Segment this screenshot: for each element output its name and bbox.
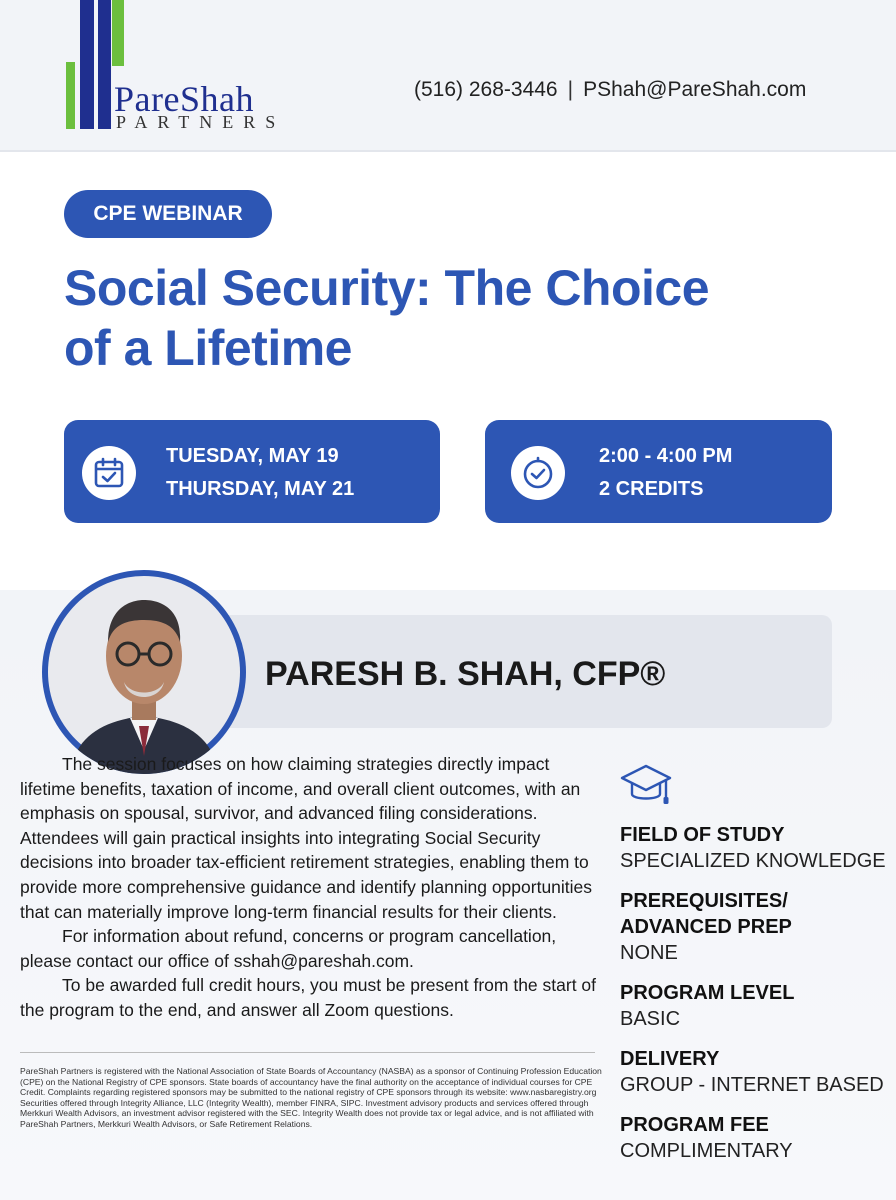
time-range: 2:00 - 4:00 PM (599, 445, 733, 467)
clock-check-icon (511, 446, 565, 500)
email-link[interactable]: PShah@PareShah.com (583, 78, 807, 101)
date-line-2: THURSDAY, MAY 21 (166, 478, 355, 500)
speaker-name: PARESH B. SHAH, CFP® (265, 655, 666, 693)
fact-value: COMPLIMENTARY (620, 1140, 793, 1162)
fact-label: FIELD OF STUDY (620, 824, 785, 846)
credit-count: 2 CREDITS (599, 478, 704, 500)
fine-print (20, 1066, 602, 1130)
fact-value: BASIC (620, 1008, 681, 1030)
time-box (485, 420, 832, 523)
divider (20, 1052, 595, 1053)
contact-info (414, 78, 806, 102)
fact-label: PROGRAM FEE (620, 1114, 769, 1136)
program-facts (620, 822, 890, 1178)
logo-subtitle: PARTNERS (116, 112, 286, 132)
time-details (599, 440, 732, 506)
fact-prerequisites (620, 888, 890, 966)
contact-separator: | (567, 78, 574, 101)
fact-label: PREREQUISITES/ (620, 890, 788, 912)
logo-name: PareShah (114, 79, 254, 119)
calendar-check-icon (82, 446, 136, 500)
refund-paragraph: For information about refund, concerns or program cancellation, please contact our office of sshah@pareshah.com. (20, 926, 557, 971)
phone-number[interactable]: (516) 268-3446 (414, 78, 558, 101)
event-title: Social Security: The Choice of a Lifetime (64, 260, 710, 376)
fact-label: PROGRAM LEVEL (620, 982, 795, 1004)
fact-value: SPECIALIZED KNOWLEDGE (620, 850, 886, 872)
graduation-cap-icon (620, 762, 672, 810)
fact-program-fee (620, 1112, 890, 1164)
header (0, 0, 896, 152)
dates-list (166, 440, 354, 506)
fact-value: NONE (620, 942, 678, 964)
nasba-disclosure: PareShah Partners is registered with the National Association of State Boards of Accountancy (NASBA) as a sponsor of Continuing Profession Education (CPE) on the National Registry of CPE sponsors. State boards of accountancy have the final authority on the acceptance of individual courses for CPE Credit. Complaints regarding registered sponsors may be submitted to the national registry of CPE sponsors through its website: www.nasbaregistry.org (20, 1066, 602, 1098)
fact-delivery (620, 1046, 890, 1098)
description-paragraph: The session focuses on how claiming strategies directly impact lifetime benefits, taxation of income, and overall client outcomes, with an emphasis on spousal, survivor, and advanced filing considerations. Attendees will gain practical insights into integrating Social Security decisions into broader tax-efficient retirement strategies, enabling them to provide more comprehensive guidance and identify planning opportunities that can materially improve long-term financial results for their clients. (20, 754, 593, 922)
fact-program-level (620, 980, 890, 1032)
securities-disclosure: Securities offered through Integrity Alliance, LLC (Integrity Wealth), member FINRA, SIPC. Investment advisory products and services offered through Merkkuri Wealth Advisors, an investment advisor registered with the SEC. Integrity Wealth does not provide tax or legal advice, and is not affiliated with PareShah Partners, Merkkuri Wealth Advisors, or Safe Retirement Relations. (20, 1097, 594, 1129)
fact-label: ADVANCED PREP (620, 916, 792, 938)
company-logo (64, 0, 324, 135)
fact-label: DELIVERY (620, 1048, 720, 1070)
attendance-paragraph: To be awarded full credit hours, you must be present from the start of the program to the end, and answer all Zoom questions. (20, 975, 597, 1020)
speaker-photo (42, 570, 246, 774)
fact-field-of-study (620, 822, 890, 874)
session-description (20, 752, 605, 1023)
fact-value: GROUP - INTERNET BASED (620, 1074, 884, 1096)
dates-box (64, 420, 440, 523)
event-type-badge: CPE WEBINAR (64, 190, 272, 238)
date-line-1: TUESDAY, MAY 19 (166, 445, 339, 467)
